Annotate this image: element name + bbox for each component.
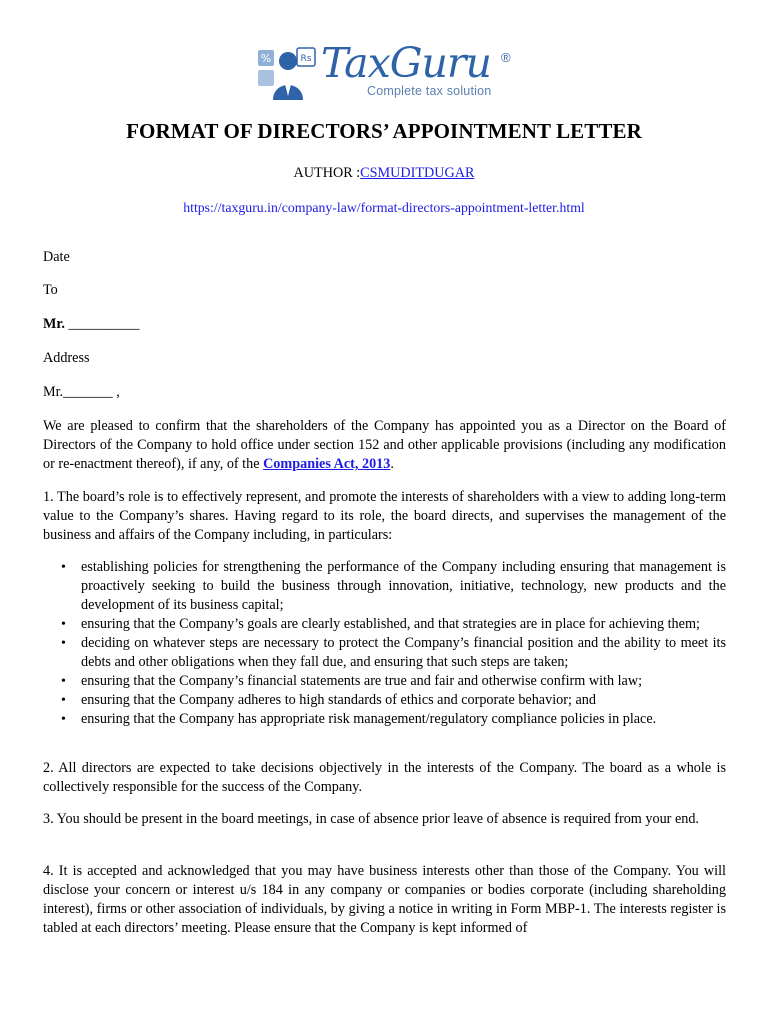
document-title: FORMAT OF DIRECTORS’ APPOINTMENT LETTER — [126, 119, 642, 143]
logo-tagline: Complete tax solution — [367, 84, 492, 98]
recipient-title: Mr. — [43, 316, 65, 332]
paragraph-3: 3. You should be present in the board meetings, in case of absence prior leave of absence is required from your end. — [43, 811, 699, 827]
author-link[interactable]: CSMUDITDUGAR — [360, 165, 475, 181]
rupee-icon: Rs — [300, 54, 312, 64]
intro-end: . — [390, 456, 394, 472]
salutation: Mr._______ , — [43, 384, 120, 400]
source-url-line — [0, 198, 768, 217]
taxguru-logo — [253, 39, 519, 100]
list-item: • establishing policies for strengthening the performance of the Company including ensuring that management is proactively seeking to build the business through innovation, initiative, technology, new products and the development of its business capital; — [81, 558, 726, 615]
author-line — [0, 164, 768, 183]
recipient-line — [43, 315, 139, 334]
board-duties-list — [43, 558, 726, 729]
list-item: • ensuring that the Company adheres to high standards of ethics and corporate behavior; and — [81, 691, 726, 710]
taxguru-badge-icon — [255, 44, 317, 100]
intro-paragraph — [43, 417, 726, 474]
paragraph-4: 4. It is accepted and acknowledged that you may have business interests other than those of the Company. You will disclose your concern or interest u/s 184 in any company or companies or bodies corporate (including shareholding interest), firms or other association of individuals, by giving a notice in writing in Form MBP-1. The interests register is tabled at each directors’ meeting. Please ensure that the Company is kept informed of — [43, 863, 726, 936]
intro-text: We are pleased to confirm that the shareholders of the Company has appointed you as a Director on the Board of Directors of the Company to hold office under section 152 and other applicable provisions (including any modification or re-enactment thereof), if any, of the — [43, 418, 726, 472]
source-url-link[interactable]: https://taxguru.in/company-law/format-directors-appointment-letter.html — [183, 200, 585, 215]
author-label: AUTHOR : — [293, 165, 361, 181]
companies-act-link[interactable]: Companies Act, 2013 — [263, 456, 391, 472]
svg-text:%: % — [260, 52, 272, 65]
registered-mark: ® — [501, 50, 511, 65]
recipient-blank: __________ — [64, 316, 140, 332]
list-item: • ensuring that the Company has appropriate risk management/regulatory compliance policies in place. — [81, 710, 726, 729]
logo-wordmark: TaxGuru — [321, 39, 491, 87]
paragraph-2: 2. All directors are expected to take decisions objectively in the interests of the Company. The board as a whole is collectively responsible for the success of the Company. — [43, 760, 726, 795]
paragraph-1: 1. The board’s role is to effectively represent, and promote the interests of shareholders with a view to adding long-term value to the Company’s shares. Having regard to its role, the board directs, and supervises the management of the business and affairs of the Company including, in particulars: — [43, 489, 726, 543]
address-label: Address — [43, 350, 90, 366]
list-item: • ensuring that the Company’s goals are clearly established, and that strategies are in place for achieving them; — [81, 615, 726, 634]
date-label: Date — [43, 249, 70, 265]
to-label: To — [43, 282, 58, 298]
list-item: • ensuring that the Company’s financial statements are true and fair and otherwise confirm with law; — [81, 672, 726, 691]
list-item: • deciding on whatever steps are necessary to protect the Company’s financial position and the ability to meet its debts and other obligations when they fall due, and ensuring that such steps are taken; — [81, 634, 726, 672]
